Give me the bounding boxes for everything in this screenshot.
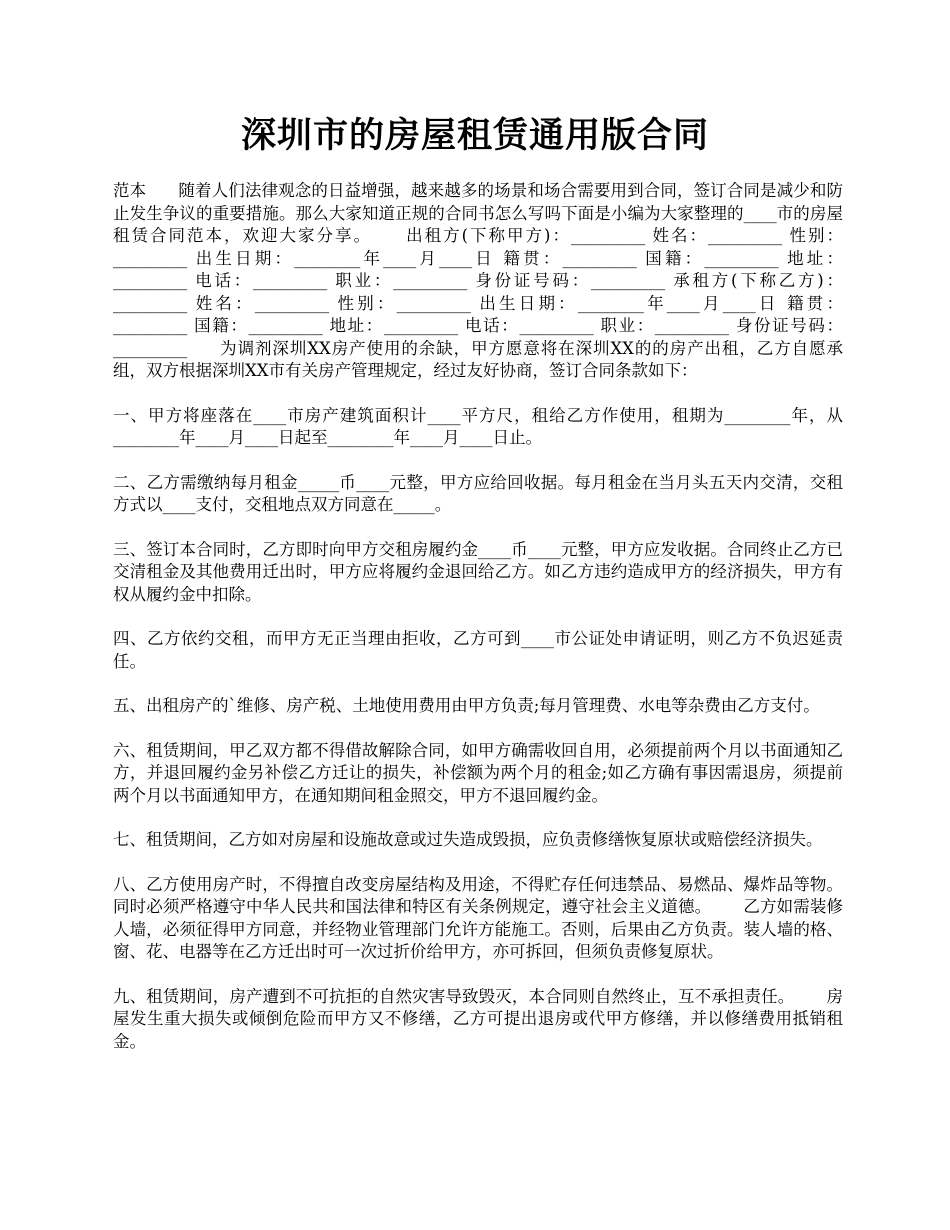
clause-7: 七、租赁期间，乙方如对房屋和设施故意或过失造成毁损，应负责修缮恢复原状或赔偿经济损失。 [113, 830, 823, 849]
intro-text: 随着人们法律观念的日益增强，越来越多的场景和场合需要用到合同，签订合同是减少和防止发生争议的重要措施。那么大家知道正规的合同书怎么写吗下面是小编为大家整理的____市的房屋租赁合同范本，欢迎大家分享。 [113, 181, 844, 245]
clause-8-part-2: 乙方如需装修人墙，必须征得甲方同意，并经物业管理部门允许方能施工。否则，后果由乙方负责。装人墙的格、窗、花、电器等在乙方迁出时可一次过折价给甲方，亦可拆回，但须负责修复原状。 [113, 897, 844, 961]
clause-8 [113, 874, 843, 964]
clause-9 [113, 986, 843, 1054]
clause-4: 四、乙方依约交租，而甲方无正当理由拒收，乙方可到____市公证处申请证明，则乙方不负迟延责任。 [113, 629, 843, 671]
clause-8-part-1: 八、乙方使用房产时，不得擅自改变房屋结构及用途，不得贮存任何违禁品、易燃品、爆炸品等物。同时必须严格遵守中华人民共和国法律和特区有关条例规定，遵守社会主义道德。 [113, 874, 843, 916]
purpose-text: 为调剂深圳XX房产使用的余缺，甲方愿意将在深圳XX的的房产出租，乙方自愿承组，双方根据深圳XX市有关房产管理规定，经过友好协商，签订合同条款如下： [113, 338, 843, 380]
clause-5: 五、出租房产的`维修、房产税、土地使用费用由甲方负责;每月管理费、水电等杂费由乙方支付。 [113, 696, 820, 715]
intro-paragraph [113, 180, 843, 383]
clause-3: 三、签订本合同时，乙方即时向甲方交租房履约金____币____元整，甲方应发收据。合同终止乙方已交清租金及其他费用迁出时，甲方应将履约金退回给乙方。如乙方违约造成甲方的经济损失，甲方有权从履约金中扣除。 [113, 539, 843, 604]
clause-1: 一、甲方将座落在____市房产建筑面积计____平方尺，租给乙方作使用，租期为________年，从________年____月____日起至________年____月____日止。 [113, 405, 843, 447]
party-info-text: 出租方(下称甲方)：_________ 姓名：_________ 性别：_________ 出生日期：________年____月____日 籍贯：_________ 国籍：_________ 地址：_________ 电话：_________ 职业：_________ 身份证号码：_________ 承租方(下称乙方)：_________ 姓名：_________ 性别：_________ 出生日期：________年____月____日 籍贯：_________ 国籍：_________ 地址：_________ 电话：_________ 职业：_________ 身份证号码：_________ [113, 226, 843, 358]
clause-6: 六、租赁期间，甲乙双方都不得借故解除合同，如甲方确需收回自用，必须提前两个月以书面通知乙方，并退回履约金另补偿乙方迁让的损失，补偿额为两个月的租金;如乙方确有事因需退房，须提前两个月以书面通知甲方，在通知期间租金照交，甲方不退回履约金。 [113, 740, 843, 805]
clause-9-part-2: 房屋发生重大损失或倾倒危险而甲方又不修缮，乙方可提出退房或代甲方修缮，并以修缮费用抵销租金。 [113, 986, 844, 1051]
clause-2: 二、乙方需缴纳每月租金_____币____元整，甲方应给回收据。每月租金在当月头五天内交清，交租方式以____支付，交租地点双方同意在_____。 [113, 472, 843, 514]
document-body [113, 180, 843, 1075]
clause-9-part-1: 九、租赁期间，房产遭到不可抗拒的自然灾害导致毁灭，本合同则自然终止，互不承担责任。 [113, 986, 795, 1006]
document-title: 深圳市的房屋租赁通用版合同 [240, 115, 709, 156]
intro-label: 范本 [113, 181, 147, 200]
